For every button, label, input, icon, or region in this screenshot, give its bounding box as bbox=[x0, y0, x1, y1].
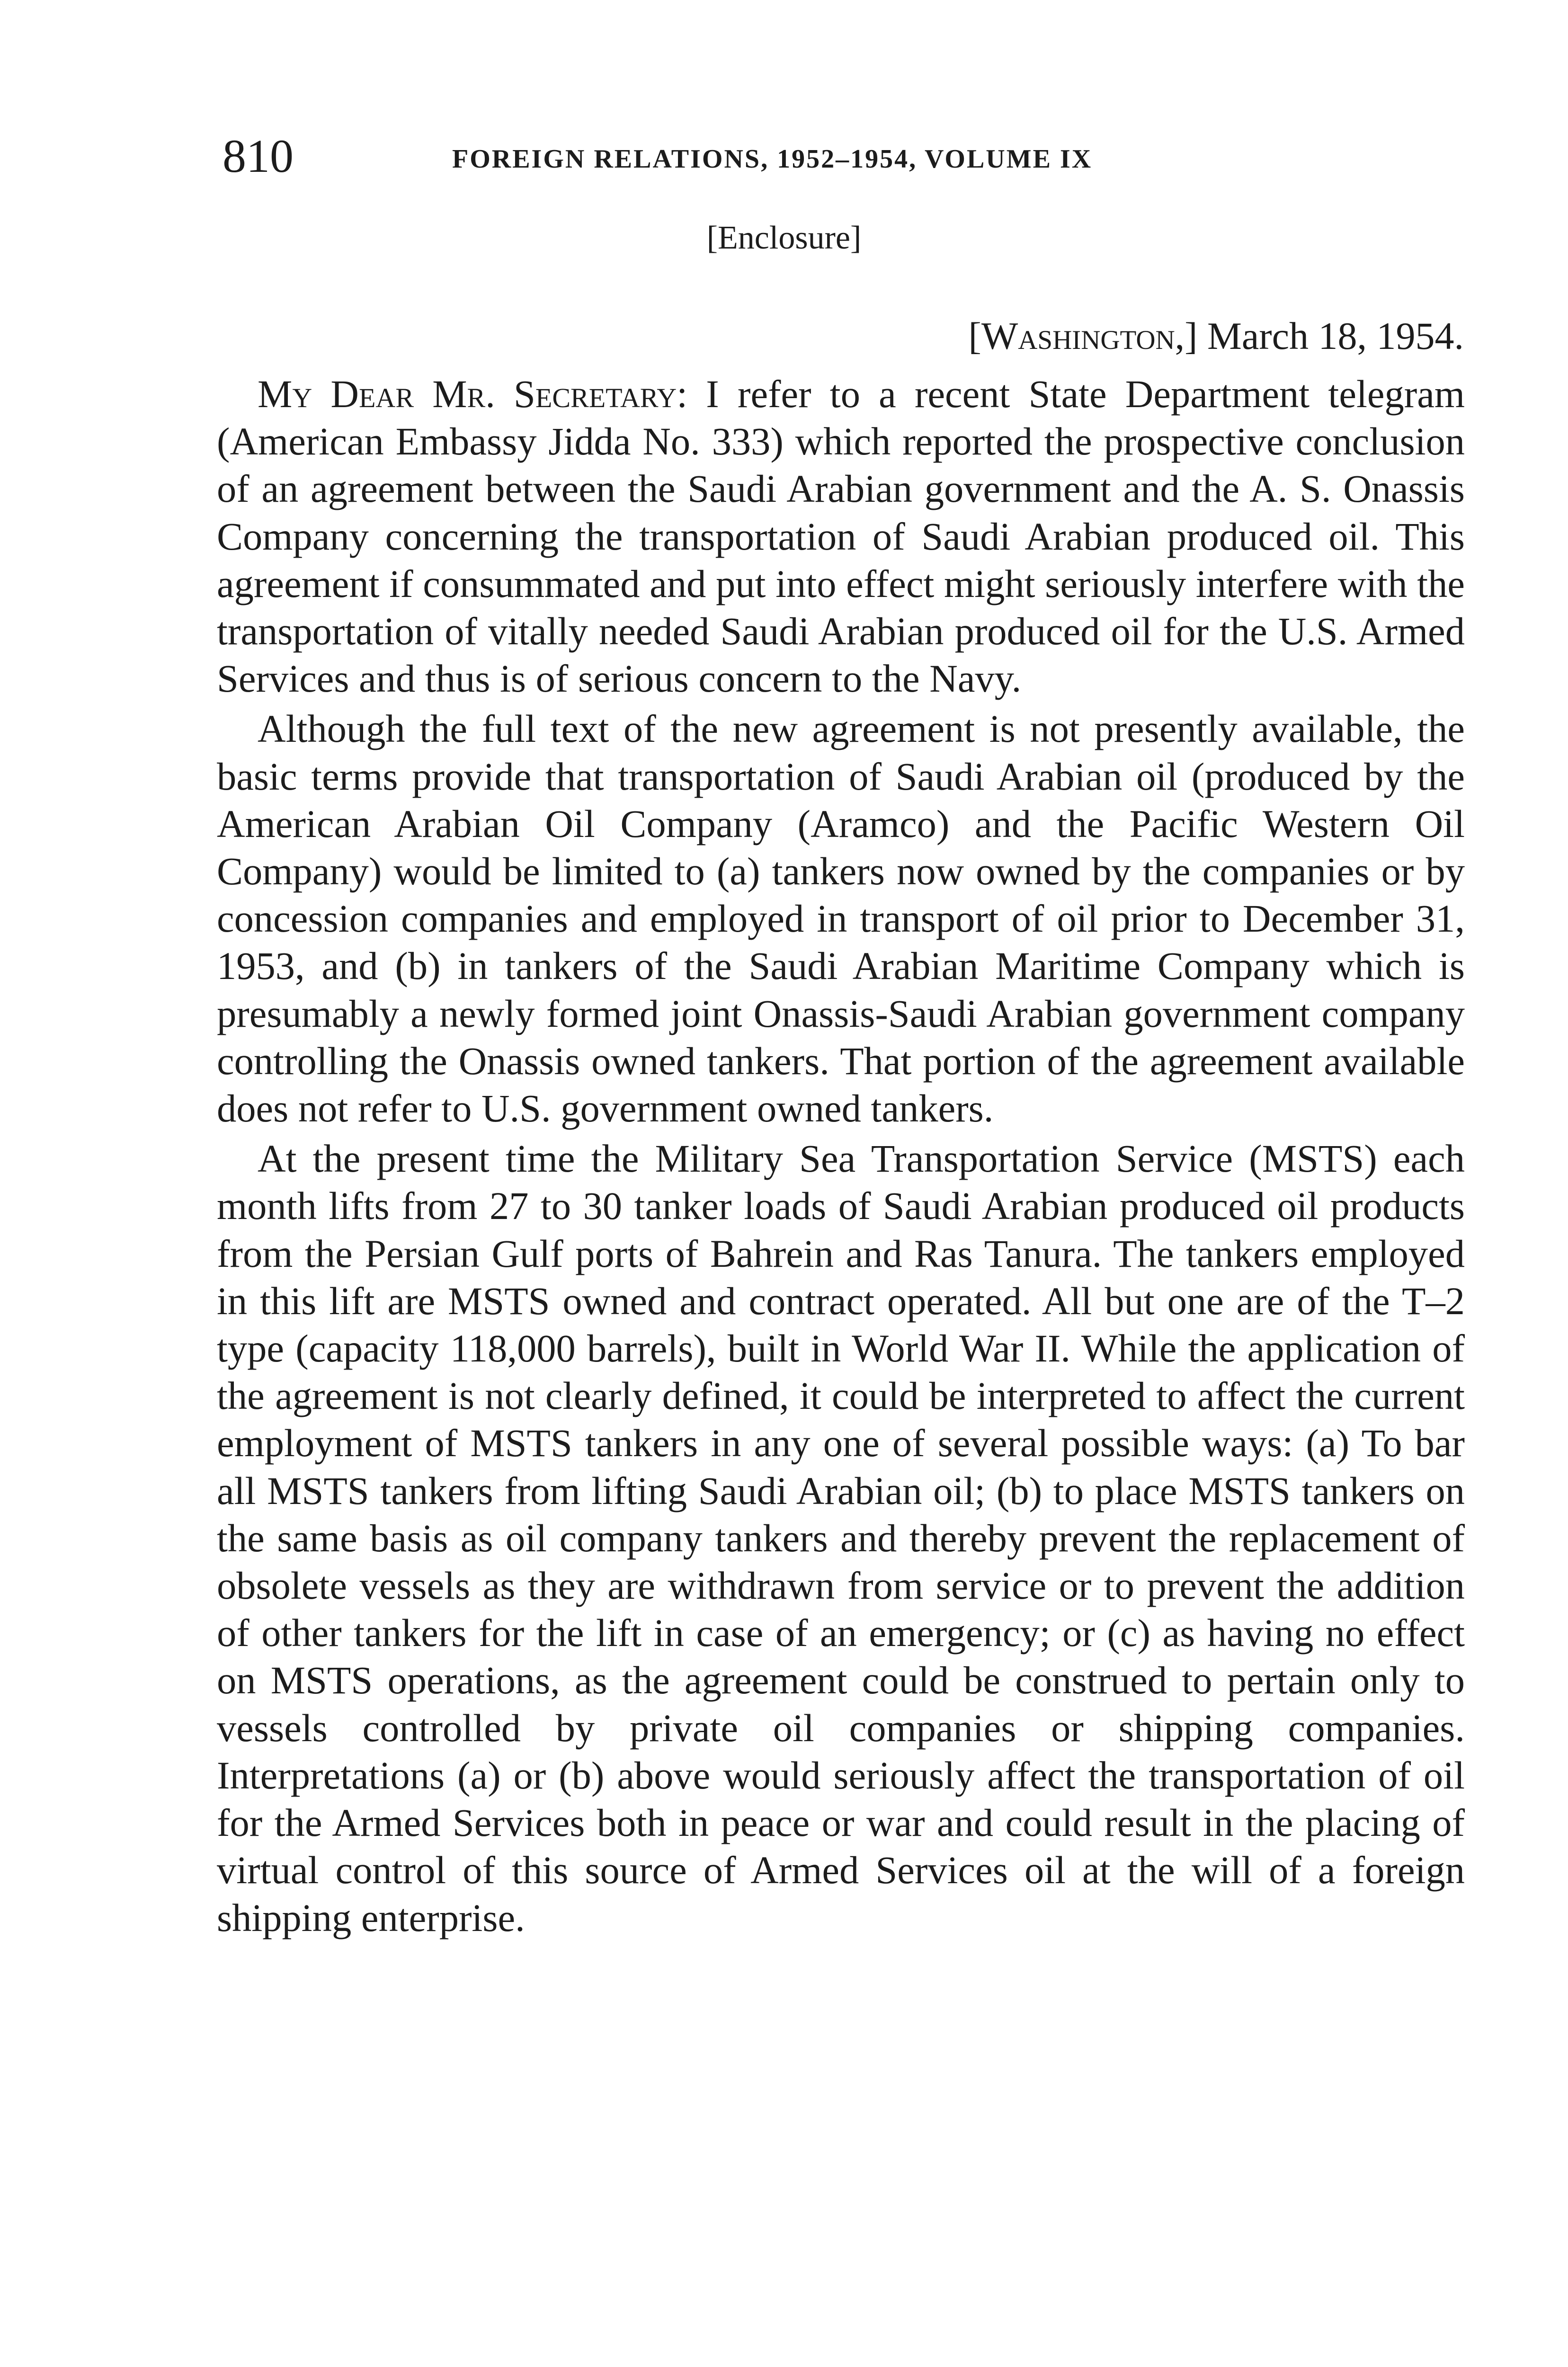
enclosure-label: [Enclosure] bbox=[706, 220, 862, 256]
salutation: My Dear Mr. Secretary: bbox=[258, 372, 688, 416]
dateline-date: March 18, 1954. bbox=[1207, 314, 1464, 357]
paragraph: Although the full text of the new agreement is not presently available, the basic terms provide that transportation of Saudi Arabian oil (produced by the American Arabian Oil Company (Aramco) and the Pacific Western Oil Company) would be limited to (a) tankers now owned by the companies or by concession companies and employed in transport of oil prior to December 31, 1953, and (b) in tankers of the Saudi Arabian Maritime Company which is presumably a newly formed joint Onassis-Saudi Arabian government company controlling the Onassis owned tankers. That portion of the agreement available does not refer to U.S. government owned tankers. bbox=[217, 707, 1465, 1130]
paragraph: At the present time the Military Sea Transportation Service (MSTS) each month lifts from 27 to 30 tanker loads of Saudi Arabian produced oil products from the Persian Gulf ports of Bahrein and Ras Tanura. The tankers employed in this lift are MSTS owned and contract operated. All but one are of the T–2 type (capacity 118,000 barrels), built in World War II. While the application of the agreement is not clearly defined, it could be interpreted to affect the current employment of MSTS tankers in any one of several possible ways: (a) To bar all MSTS tankers from lifting Saudi Arabian oil; (b) to place MSTS tankers on the same basis as oil company tankers and thereby prevent the replacement of obsolete vessels as they are withdrawn from service or to prevent the addition of other tankers for the lift in case of an emergency; or (c) as having no effect on MSTS operations, as the agreement could be construed to pertain only to vessels controlled by private oil companies or shipping companies. Interpretations (a) or (b) above would seriously affect the transportation of oil for the Armed Services both in peace or war and could result in the placing of virtual control of this source of Armed Services oil at the will of a foreign shipping enterprise. bbox=[217, 1137, 1465, 1940]
running-head: FOREIGN RELATIONS, 1952–1954, VOLUME IX bbox=[452, 144, 1093, 174]
letter-body bbox=[217, 370, 1465, 1944]
paragraph bbox=[217, 370, 1465, 702]
page-header bbox=[223, 128, 1472, 185]
dateline bbox=[969, 312, 1464, 360]
paragraph-text: I refer to a recent State Department telegram (American Embassy Jidda No. 333) which reported the prospective conclusion of an agreement between the Saudi Arabian government and the A. S. Onassis Company concerning the transportation of Saudi Arabian produced oil. This agreement if consummated and put into effect might seriously interfere with the transportation of vitally needed Saudi Arabian produced oil for the U.S. Armed Services and thus is of serious concern to the Navy. bbox=[217, 372, 1465, 701]
dateline-place: [Washington,] bbox=[968, 314, 1198, 357]
page-number: 810 bbox=[223, 130, 294, 182]
